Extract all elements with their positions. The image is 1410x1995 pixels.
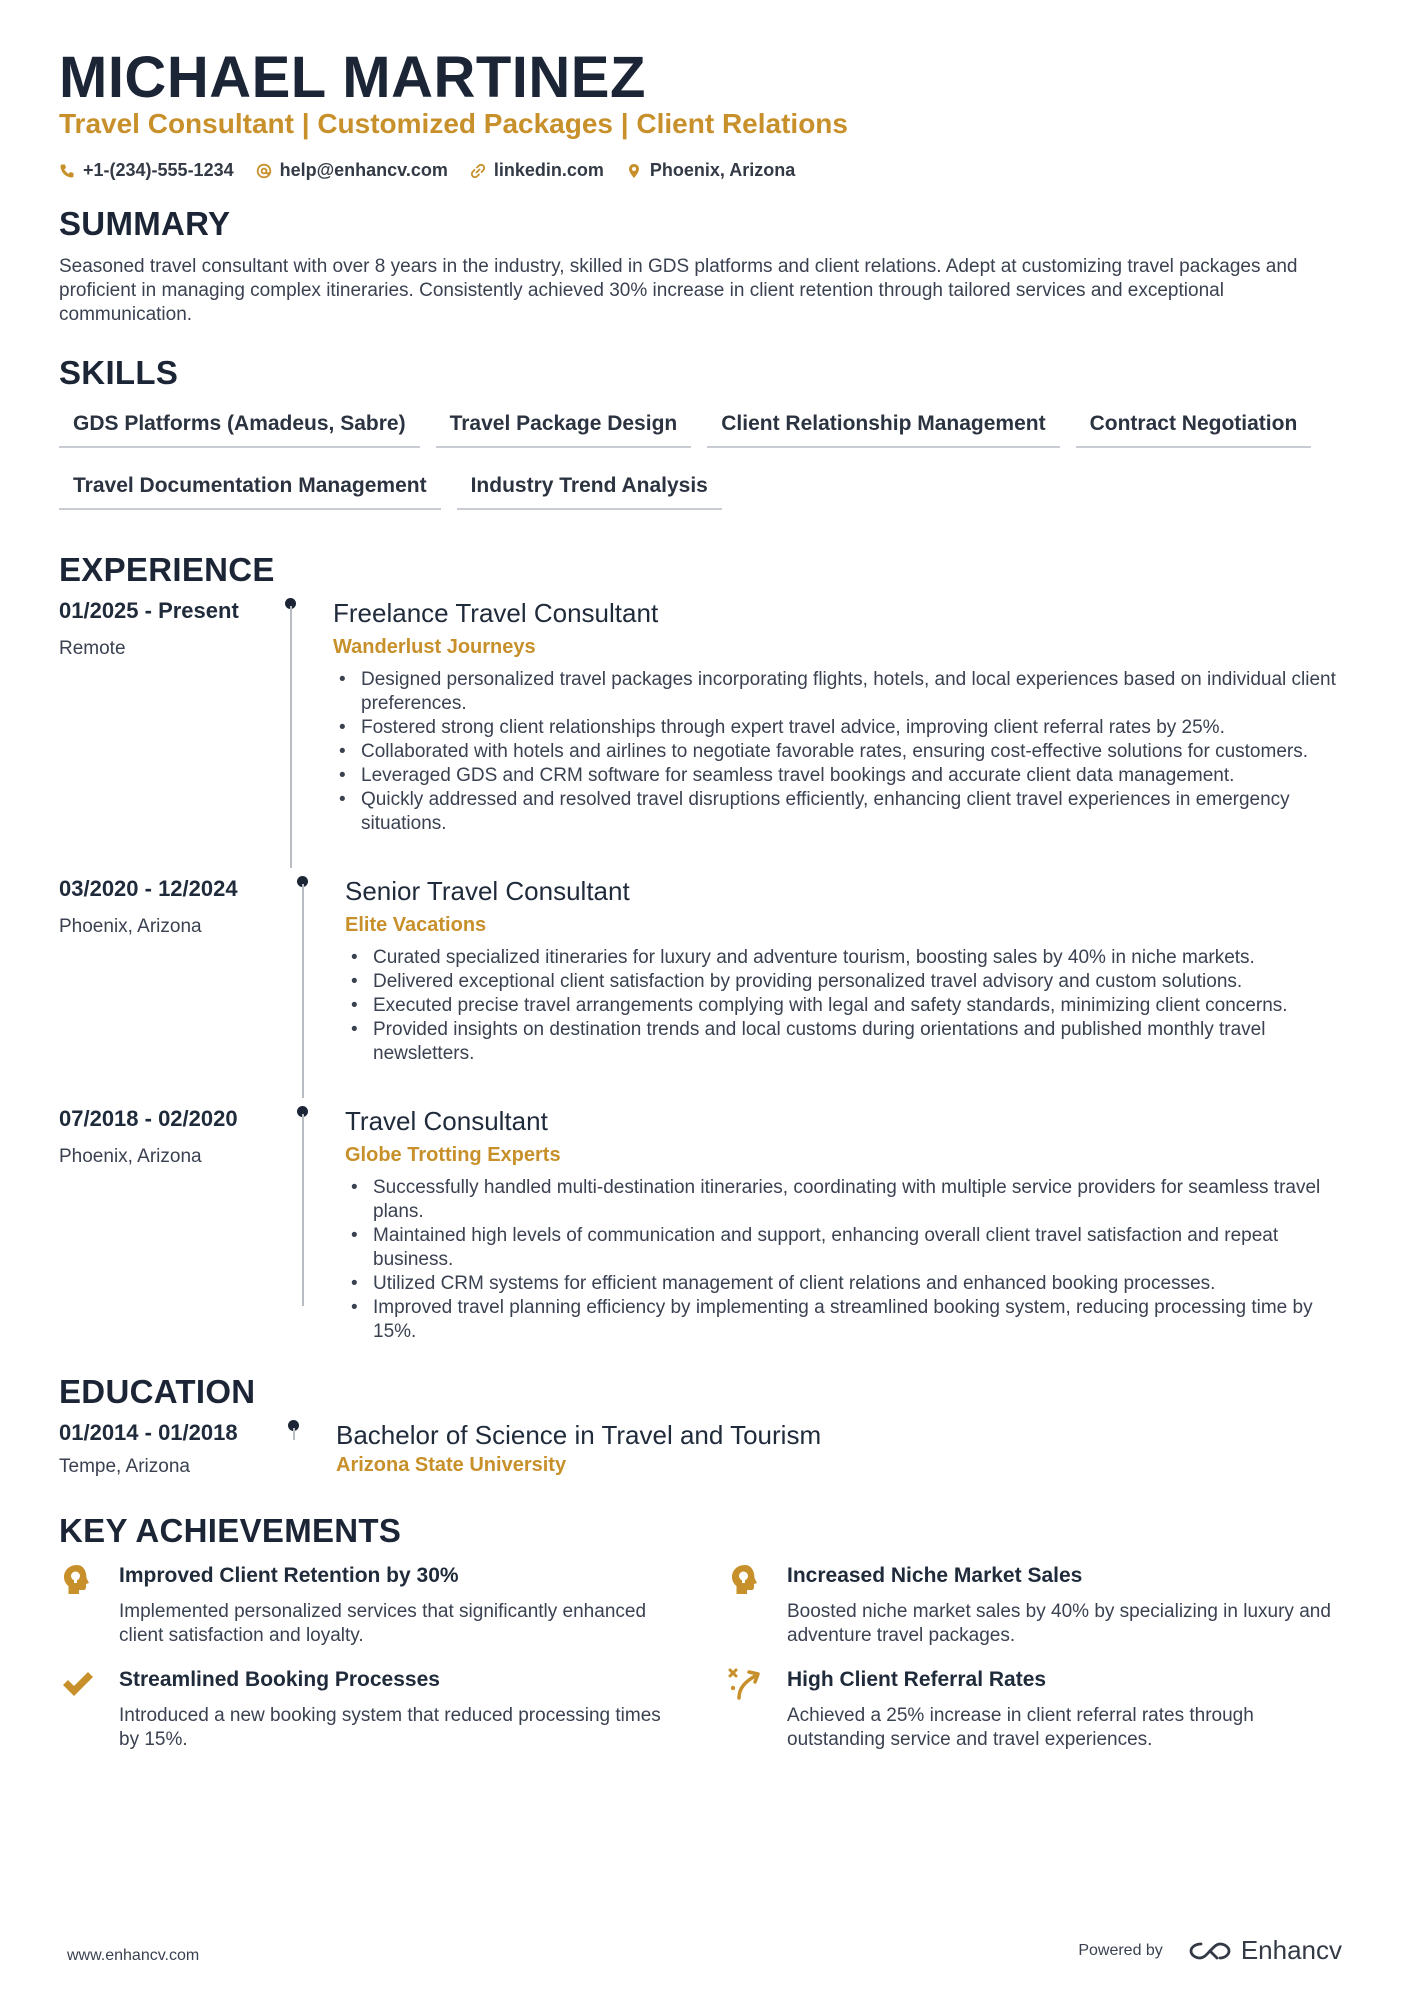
company-name: Elite Vacations xyxy=(345,914,487,936)
skill-tag: GDS Platforms (Amadeus, Sabre) xyxy=(59,402,420,448)
achievement-desc: Achieved a 25% increase in client referral rates through outstanding service and travel experiences. xyxy=(787,1705,1254,1750)
bullet-item: • Curated specialized itineraries for luxury and adventure tourism, boosting sales by 40% in niche markets. xyxy=(345,946,1349,970)
contact-linkedin[interactable] xyxy=(470,160,604,181)
timeline-line xyxy=(302,1114,304,1306)
enhancv-wordmark: Enhancv xyxy=(1240,1935,1342,1965)
skill-tag: Travel Package Design xyxy=(436,402,692,448)
email-text: help@enhancv.com xyxy=(279,160,448,180)
achievement-title: Improved Client Retention by 30% xyxy=(119,1564,459,1587)
job-title: Freelance Travel Consultant xyxy=(333,598,659,628)
job-bullets xyxy=(345,1176,1349,1344)
education-date: 01/2014 - 01/2018 xyxy=(59,1420,238,1445)
headline: Travel Consultant | Customized Packages | Client Relations xyxy=(59,108,848,139)
contact-location xyxy=(626,160,795,181)
powered-by-label: Powered by xyxy=(1078,1941,1163,1959)
experience-entry xyxy=(59,876,1349,1098)
job-date: 01/2025 - Present xyxy=(59,598,239,623)
bullet-item: • Executed precise travel arrangements complying with legal and safety standards, minimizing client concerns. xyxy=(345,994,1349,1018)
school-name: Arizona State University xyxy=(336,1454,567,1476)
company-name: Globe Trotting Experts xyxy=(345,1144,561,1166)
job-title: Travel Consultant xyxy=(345,1106,548,1136)
achievement-title: High Client Referral Rates xyxy=(787,1668,1047,1691)
summary-text: Seasoned travel consultant with over 8 years in the industry, skilled in GDS platforms and client relations. Adept at customizing travel packages and proficient in managing complex itineraries. Consistently achieved 30% increase in client retention through tailored services and exceptional communication. xyxy=(59,256,1298,325)
bullet-item: • Quickly addressed and resolved travel disruptions efficiently, enhancing client travel experiences in emergency situations. xyxy=(333,788,1349,836)
job-bullets xyxy=(333,668,1349,836)
skill-tag: Contract Negotiation xyxy=(1076,402,1312,448)
bullet-item: • Delivered exceptional client satisfaction by providing personalized travel advisory and custom solutions. xyxy=(345,970,1349,994)
education-heading: EDUCATION xyxy=(59,1373,256,1410)
skill-tag: Travel Documentation Management xyxy=(59,464,441,510)
footer-website-link[interactable]: www.enhancv.com xyxy=(67,1947,200,1964)
bullet-item: • Fostered strong client relationships through expert travel advice, improving client referral rates by 25%. xyxy=(333,716,1349,740)
job-location: Phoenix, Arizona xyxy=(59,1146,202,1167)
link-icon xyxy=(470,163,486,179)
timeline-line xyxy=(293,1428,295,1440)
bullet-item: • Maintained high levels of communication and support, enhancing overall client travel satisfaction and repeat business. xyxy=(345,1224,1349,1272)
enhancv-logo[interactable] xyxy=(1187,1935,1342,1966)
bullet-item: • Improved travel planning efficiency by implementing a streamlined booking system, reducing processing time by 15%. xyxy=(345,1296,1349,1344)
experience-heading: EXPERIENCE xyxy=(59,551,275,588)
achievement-title: Streamlined Booking Processes xyxy=(119,1668,440,1691)
phone-icon xyxy=(59,163,75,179)
lightbulb-head-icon xyxy=(727,1562,763,1598)
job-date: 07/2018 - 02/2020 xyxy=(59,1106,238,1131)
contact-bar xyxy=(59,160,795,181)
job-bullets xyxy=(345,946,1349,1066)
skills-heading: SKILLS xyxy=(59,354,179,391)
bullet-item: • Provided insights on destination trends and local customs during orientations and published monthly travel newsletters. xyxy=(345,1018,1349,1066)
experience-entry xyxy=(59,1106,1349,1342)
achievement-desc: Implemented personalized services that significantly enhanced client satisfaction and loyalty. xyxy=(119,1601,647,1646)
linkedin-text: linkedin.com xyxy=(493,160,604,180)
lightbulb-head-icon xyxy=(59,1562,95,1598)
checkmark-icon xyxy=(59,1666,95,1702)
timeline-line xyxy=(290,606,292,868)
job-location: Remote xyxy=(59,638,126,659)
bullet-item: • Designed personalized travel packages incorporating flights, hotels, and local experiences based on individual client preferences. xyxy=(333,668,1349,716)
education-location: Tempe, Arizona xyxy=(59,1456,190,1477)
contact-email[interactable] xyxy=(256,160,448,181)
skill-tag: Industry Trend Analysis xyxy=(457,464,722,510)
bullet-item: • Collaborated with hotels and airlines to negotiate favorable rates, ensuring cost-effective solutions for customers. xyxy=(333,740,1349,764)
footer-branding xyxy=(1078,1935,1342,1966)
timeline-line xyxy=(302,884,304,1098)
company-name: Wanderlust Journeys xyxy=(333,636,536,658)
skills-list xyxy=(59,402,1349,510)
achievements-heading: KEY ACHIEVEMENTS xyxy=(59,1512,402,1549)
resume-page xyxy=(59,0,1341,1995)
enhancv-logo-icon xyxy=(1187,1939,1233,1963)
job-title: Senior Travel Consultant xyxy=(345,876,630,906)
achievement-desc: Introduced a new booking system that reduced processing times by 15%. xyxy=(119,1705,661,1750)
job-location: Phoenix, Arizona xyxy=(59,916,202,937)
location-pin-icon xyxy=(626,163,642,179)
achievement-title: Increased Niche Market Sales xyxy=(787,1564,1083,1587)
job-date: 03/2020 - 12/2024 xyxy=(59,876,238,901)
strategy-arrow-icon xyxy=(727,1666,763,1702)
achievement-desc: Boosted niche market sales by 40% by specializing in luxury and adventure travel packages. xyxy=(787,1601,1331,1646)
phone-text: +1-(234)-555-1234 xyxy=(83,160,234,180)
bullet-item: • Utilized CRM systems for efficient management of client relations and enhanced booking processes. xyxy=(345,1272,1349,1296)
bullet-item: • Successfully handled multi-destination itineraries, coordinating with multiple service providers for seamless travel plans. xyxy=(345,1176,1349,1224)
candidate-name: MICHAEL MARTINEZ xyxy=(59,45,646,110)
bullet-item: • Leveraged GDS and CRM software for seamless travel bookings and accurate client data management. xyxy=(333,764,1349,788)
education-entry xyxy=(59,1420,1349,1480)
skill-tag: Client Relationship Management xyxy=(707,402,1059,448)
experience-entry xyxy=(59,598,1349,868)
summary-heading: SUMMARY xyxy=(59,205,231,242)
contact-phone[interactable] xyxy=(59,160,234,181)
degree-title: Bachelor of Science in Travel and Tourism xyxy=(336,1420,822,1450)
location-text: Phoenix, Arizona xyxy=(649,160,796,180)
at-icon xyxy=(256,163,272,179)
